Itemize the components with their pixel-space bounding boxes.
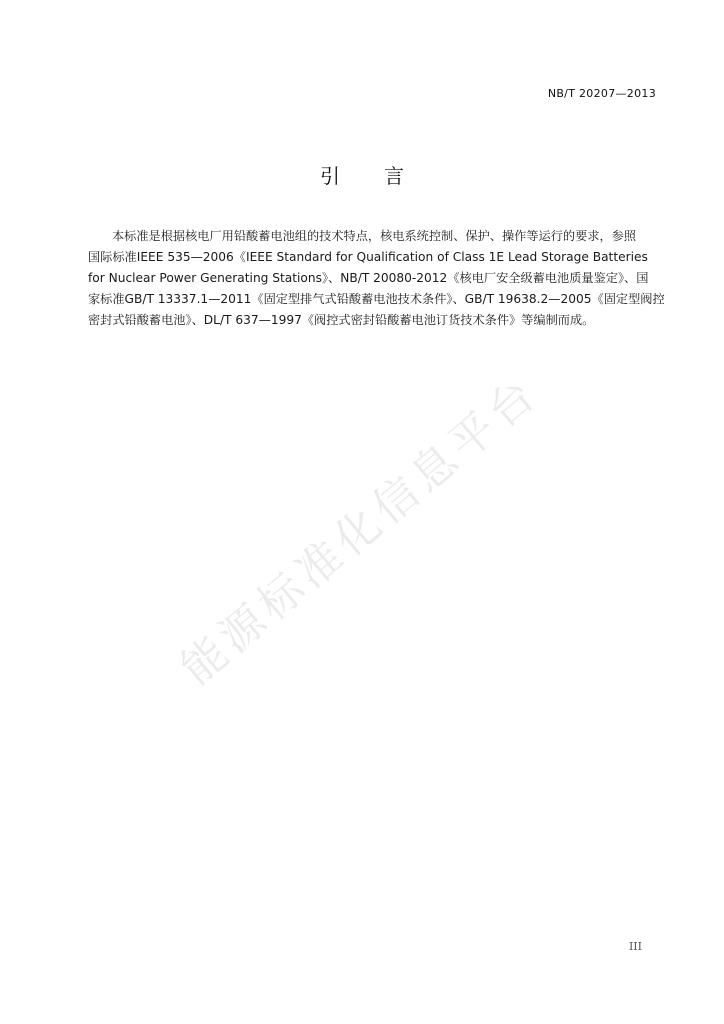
title-char-2: 言: [384, 164, 404, 188]
body-line-5: 密封式铅酸蓄电池》、DL/T 637—1997《阀控式密封铅酸蓄电池订货技术条件》等编制而成。: [88, 313, 595, 327]
body-line-1: 本标准是根据核电厂用铅酸蓄电池组的技术特点，核电系统控制、保护、操作等运行的要求，参照: [112, 229, 637, 243]
body-line-4: 家标准GB/T 13337.1—2011《固定型排气式铅酸蓄电池技术条件》、GB/T 19638.2—2005《固定型阀控: [88, 292, 665, 306]
title-char-1: 引: [320, 164, 340, 188]
body-line-3: for Nuclear Power Generating Stations》、NB/T 20080-2012《核电厂安全级蓄电池质量鉴定》、国: [88, 271, 649, 285]
watermark: 能源标准化信息平台: [171, 366, 550, 695]
standard-code: NB/T 20207—2013: [547, 87, 656, 100]
page-title: [0, 160, 724, 189]
page-number: III: [628, 940, 642, 953]
body-line-2: 国际标准IEEE 535—2006《IEEE Standard for Qualification of Class 1E Lead Storage Batteries: [88, 250, 648, 264]
body-paragraph: [88, 226, 665, 331]
